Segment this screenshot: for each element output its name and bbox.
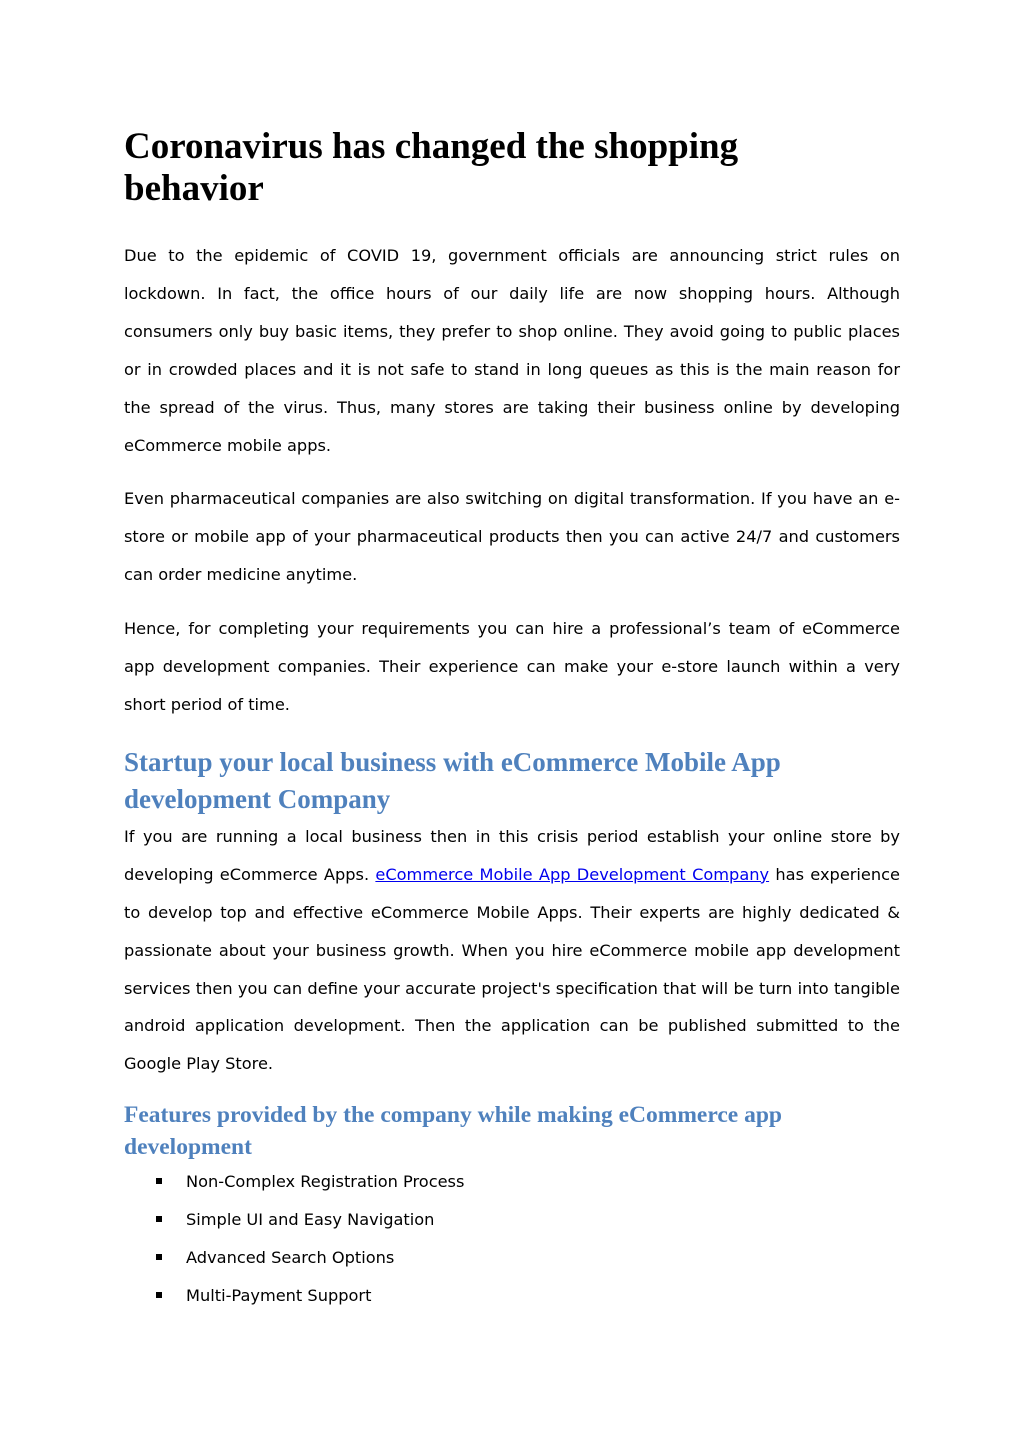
list-item-label: Multi-Payment Support [186, 1285, 372, 1305]
list-item-label: Simple UI and Easy Navigation [186, 1210, 435, 1230]
pharma-paragraph: Even pharmaceutical companies are also switching on digital transformation. If you have an e-store or mobile app of your pharmaceutical products then you can active 24/7 and customers can order medicine anytime. [124, 489, 900, 585]
hire-paragraph: Hence, for completing your requirements you can hire a professional’s team of eCommerce app development companies. Their experience can make your e-store launch within a very short period of time. [124, 619, 900, 714]
document-content [124, 126, 900, 1315]
square-bullet-icon [156, 1254, 162, 1260]
list-item [124, 1163, 900, 1201]
list-item-label: Non-Complex Registration Process [186, 1172, 465, 1192]
section-heading-features: Features provided by the company while making eCommerce app development [124, 1102, 782, 1161]
list-item [124, 1239, 900, 1277]
list-item [124, 1201, 900, 1239]
square-bullet-icon [156, 1178, 162, 1184]
startup-text-before-link: If you are running a local business then in this crisis period establish your online store by developing eCommerce Apps. [124, 826, 900, 884]
startup-text-after-link: has experience to develop top and effective eCommerce Mobile Apps. Their experts are highly dedicated & passionate about your business growth. When you hire eCommerce mobile app development services then you can define your accurate project's specification that will be turn into tangible android application development. Then the application can be published submitted to the Google Play Store. [124, 864, 901, 1074]
page-title: Coronavirus has changed the shopping behavior [124, 126, 739, 209]
list-item [124, 1277, 900, 1315]
list-item-label: Advanced Search Options [186, 1248, 395, 1268]
square-bullet-icon [156, 1292, 162, 1298]
startup-paragraph [124, 818, 900, 1083]
section-heading-startup: Startup your local business with eCommerce Mobile App development Company [124, 746, 781, 814]
ecommerce-company-link[interactable]: eCommerce Mobile App Development Company [375, 864, 770, 884]
features-list [124, 1163, 900, 1315]
intro-paragraph: Due to the epidemic of COVID 19, government officials are announcing strict rules on lockdown. In fact, the office hours of our daily life are now shopping hours. Although consumers only buy basic items, they prefer to shop online. They avoid going to public places or in crowded places and it is not safe to stand in long queues as this is the main reason for the spread of the virus. Thus, many stores are taking their business online by developing eCommerce mobile apps. [124, 246, 900, 455]
square-bullet-icon [156, 1216, 162, 1222]
